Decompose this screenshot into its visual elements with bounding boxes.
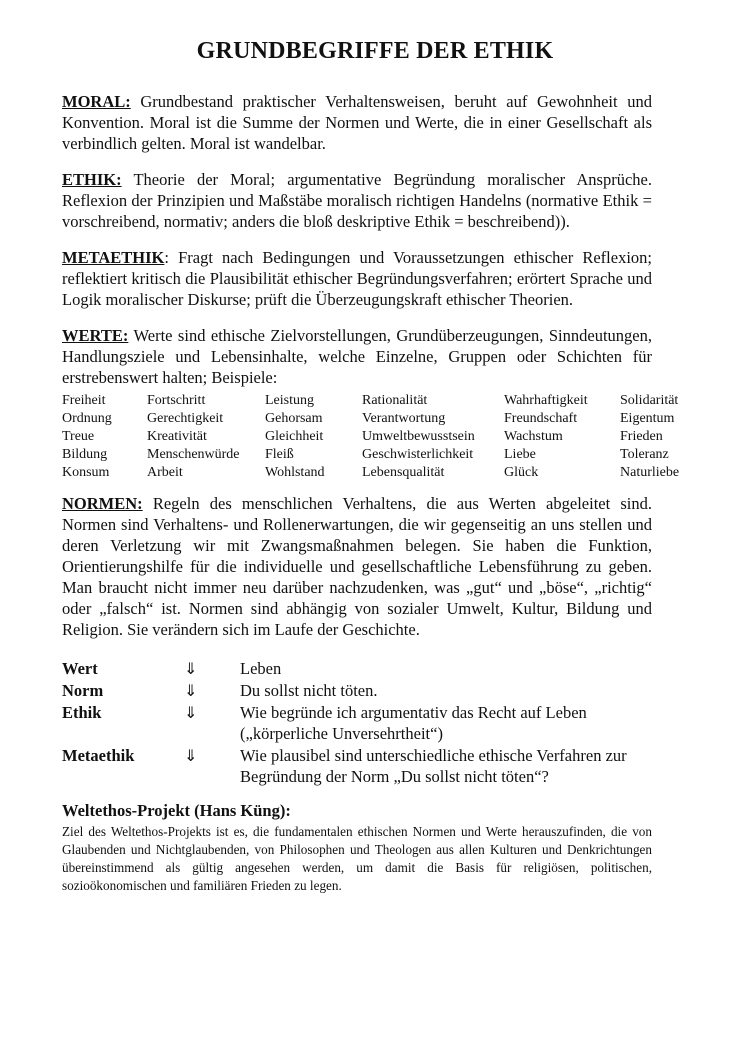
value-example: Glück: [504, 465, 539, 480]
moral-term: MORAL:: [62, 92, 131, 111]
werte-definition: Werte sind ethische Zielvorstellungen, Grundüberzeugungen, Sinndeutungen, Handlungsziele und Lebensinhalte, welche Einzelne, Gruppen oder Schichten für erstrebenswert halten; Beispiele:: [62, 326, 652, 387]
chain-label: Metaethik: [62, 746, 135, 765]
chain-label: Norm: [62, 681, 104, 700]
chain-row: [62, 745, 652, 787]
value-example: Arbeit: [147, 465, 183, 480]
metaethik-term: METAETHIK: [62, 248, 165, 267]
moral-paragraph: [62, 91, 652, 154]
value-example: Umweltbewusstsein: [362, 429, 475, 444]
value-example: Eigentum: [620, 411, 675, 426]
value-example: Solidarität: [620, 393, 679, 408]
value-example: Liebe: [504, 447, 536, 462]
derivation-chain: [62, 658, 652, 787]
chain-text: Wie plausibel sind unterschiedliche ethische Verfahren zur Begründung der Norm „Du sollst nicht töten“?: [240, 746, 627, 786]
value-example: Fleiß: [265, 447, 294, 462]
chain-row: [62, 680, 652, 701]
chain-label: Ethik: [62, 703, 102, 722]
metaethik-paragraph: [62, 247, 652, 310]
arrow-down-icon: ⇓: [184, 659, 198, 678]
chain-row: [62, 702, 652, 744]
value-example: Lebensqualität: [362, 465, 445, 480]
normen-definition: Regeln des menschlichen Verhaltens, die aus Werten abgeleitet sind. Normen sind Verhaltens- und Rollenerwartungen, die wir gegenseitig an uns stellen und deren Verletzung wir mit Zwangsmaßnahmen belegen. Sie haben die Funktion, Orientierungshilfe für die individuelle und gesellschaftliche Lebensführung zu geben. Man braucht nicht immer neu darüber nachzudenken, was „gut“ und „böse“, „richtig“ oder „falsch“ ist. Normen sind abhängig von sozialer Umwelt, Kultur, Bildung und Religion. Sie verändern sich im Laufe der Geschichte.: [62, 494, 652, 639]
value-example: Leistung: [265, 393, 314, 408]
chain-text: Leben: [240, 659, 282, 678]
value-example: Freundschaft: [504, 411, 578, 426]
value-example: Freiheit: [62, 393, 106, 408]
projekt-heading: Weltethos-Projekt (Hans Küng):: [62, 801, 291, 820]
ethik-paragraph: [62, 169, 652, 232]
value-example: Geschwisterlichkeit: [362, 447, 474, 462]
moral-definition: Grundbestand praktischer Verhaltensweisen, beruht auf Gewohnheit und Konvention. Moral ist die Summe der Normen und Werte, die in einer Gesellschaft als verbindlich gelten. Moral ist wandelbar.: [62, 92, 652, 153]
arrow-down-icon: ⇓: [184, 703, 198, 722]
value-example: Treue: [62, 429, 95, 444]
value-example: Gehorsam: [265, 411, 323, 426]
werte-paragraph: [62, 325, 652, 388]
page-title: GRUNDBEGRIFFE DER ETHIK: [196, 38, 554, 64]
value-example: Wachstum: [504, 429, 563, 444]
value-example: Verantwortung: [362, 411, 446, 426]
chain-text: Du sollst nicht töten.: [240, 681, 378, 700]
arrow-down-icon: ⇓: [184, 681, 198, 700]
chain-text: Wie begründe ich argumentativ das Recht auf Leben („körperliche Unversehrtheit“): [240, 703, 587, 743]
value-example: Ordnung: [62, 411, 112, 426]
chain-label: Wert: [62, 659, 98, 678]
value-example: Wahrhaftigkeit: [504, 393, 588, 408]
value-example: Menschenwürde: [147, 447, 240, 462]
value-example: Bildung: [62, 447, 108, 462]
ethik-term: ETHIK:: [62, 170, 122, 189]
value-example: Naturliebe: [620, 465, 680, 480]
value-example: Konsum: [62, 465, 110, 480]
values-example-grid: [62, 392, 680, 482]
value-example: Gleichheit: [265, 429, 324, 444]
metaethik-definition: : Fragt nach Bedingungen und Voraussetzungen ethischer Reflexion; reflektiert kritisch die Plausibilität ethischer Begründungsverfahren; erörtert Sprache und Logik moralischer Diskurse; prüft die Überzeugungskraft ethischer Theorien.: [62, 248, 652, 309]
value-example: Fortschritt: [147, 393, 206, 408]
normen-term: NORMEN:: [62, 494, 143, 513]
value-example: Kreativität: [147, 429, 207, 444]
value-example: Wohlstand: [265, 465, 325, 480]
ethik-definition: Theorie der Moral; argumentative Begründung moralischer Ansprüche. Reflexion der Prinzipien und Maßstäbe moralisch richtigen Handelns (normative Ethik = vorschreibend, normativ; anders die bloß deskriptive Ethik = beschreibend)).: [62, 170, 652, 231]
projekt-text: Ziel des Weltethos-Projekts ist es, die fundamentalen ethischen Normen und Werte herauszufinden, die von Glaubenden und Nichtglaubenden, von Philosophen und Theologen aus allen Kulturen und Denkrichtungen übereinstimmend als gültig angesehen werden, um damit die Basis für religiösen, politischen, sozioökonomischen und familiären Frieden zu legen.: [62, 824, 652, 893]
value-example: Frieden: [620, 429, 663, 444]
arrow-down-icon: ⇓: [184, 746, 198, 765]
value-example: Gerechtigkeit: [147, 411, 224, 426]
value-example: Toleranz: [620, 447, 669, 462]
value-example: Rationalität: [362, 393, 428, 408]
werte-term: WERTE:: [62, 326, 129, 345]
chain-row: [62, 658, 652, 679]
normen-paragraph: [62, 493, 652, 640]
